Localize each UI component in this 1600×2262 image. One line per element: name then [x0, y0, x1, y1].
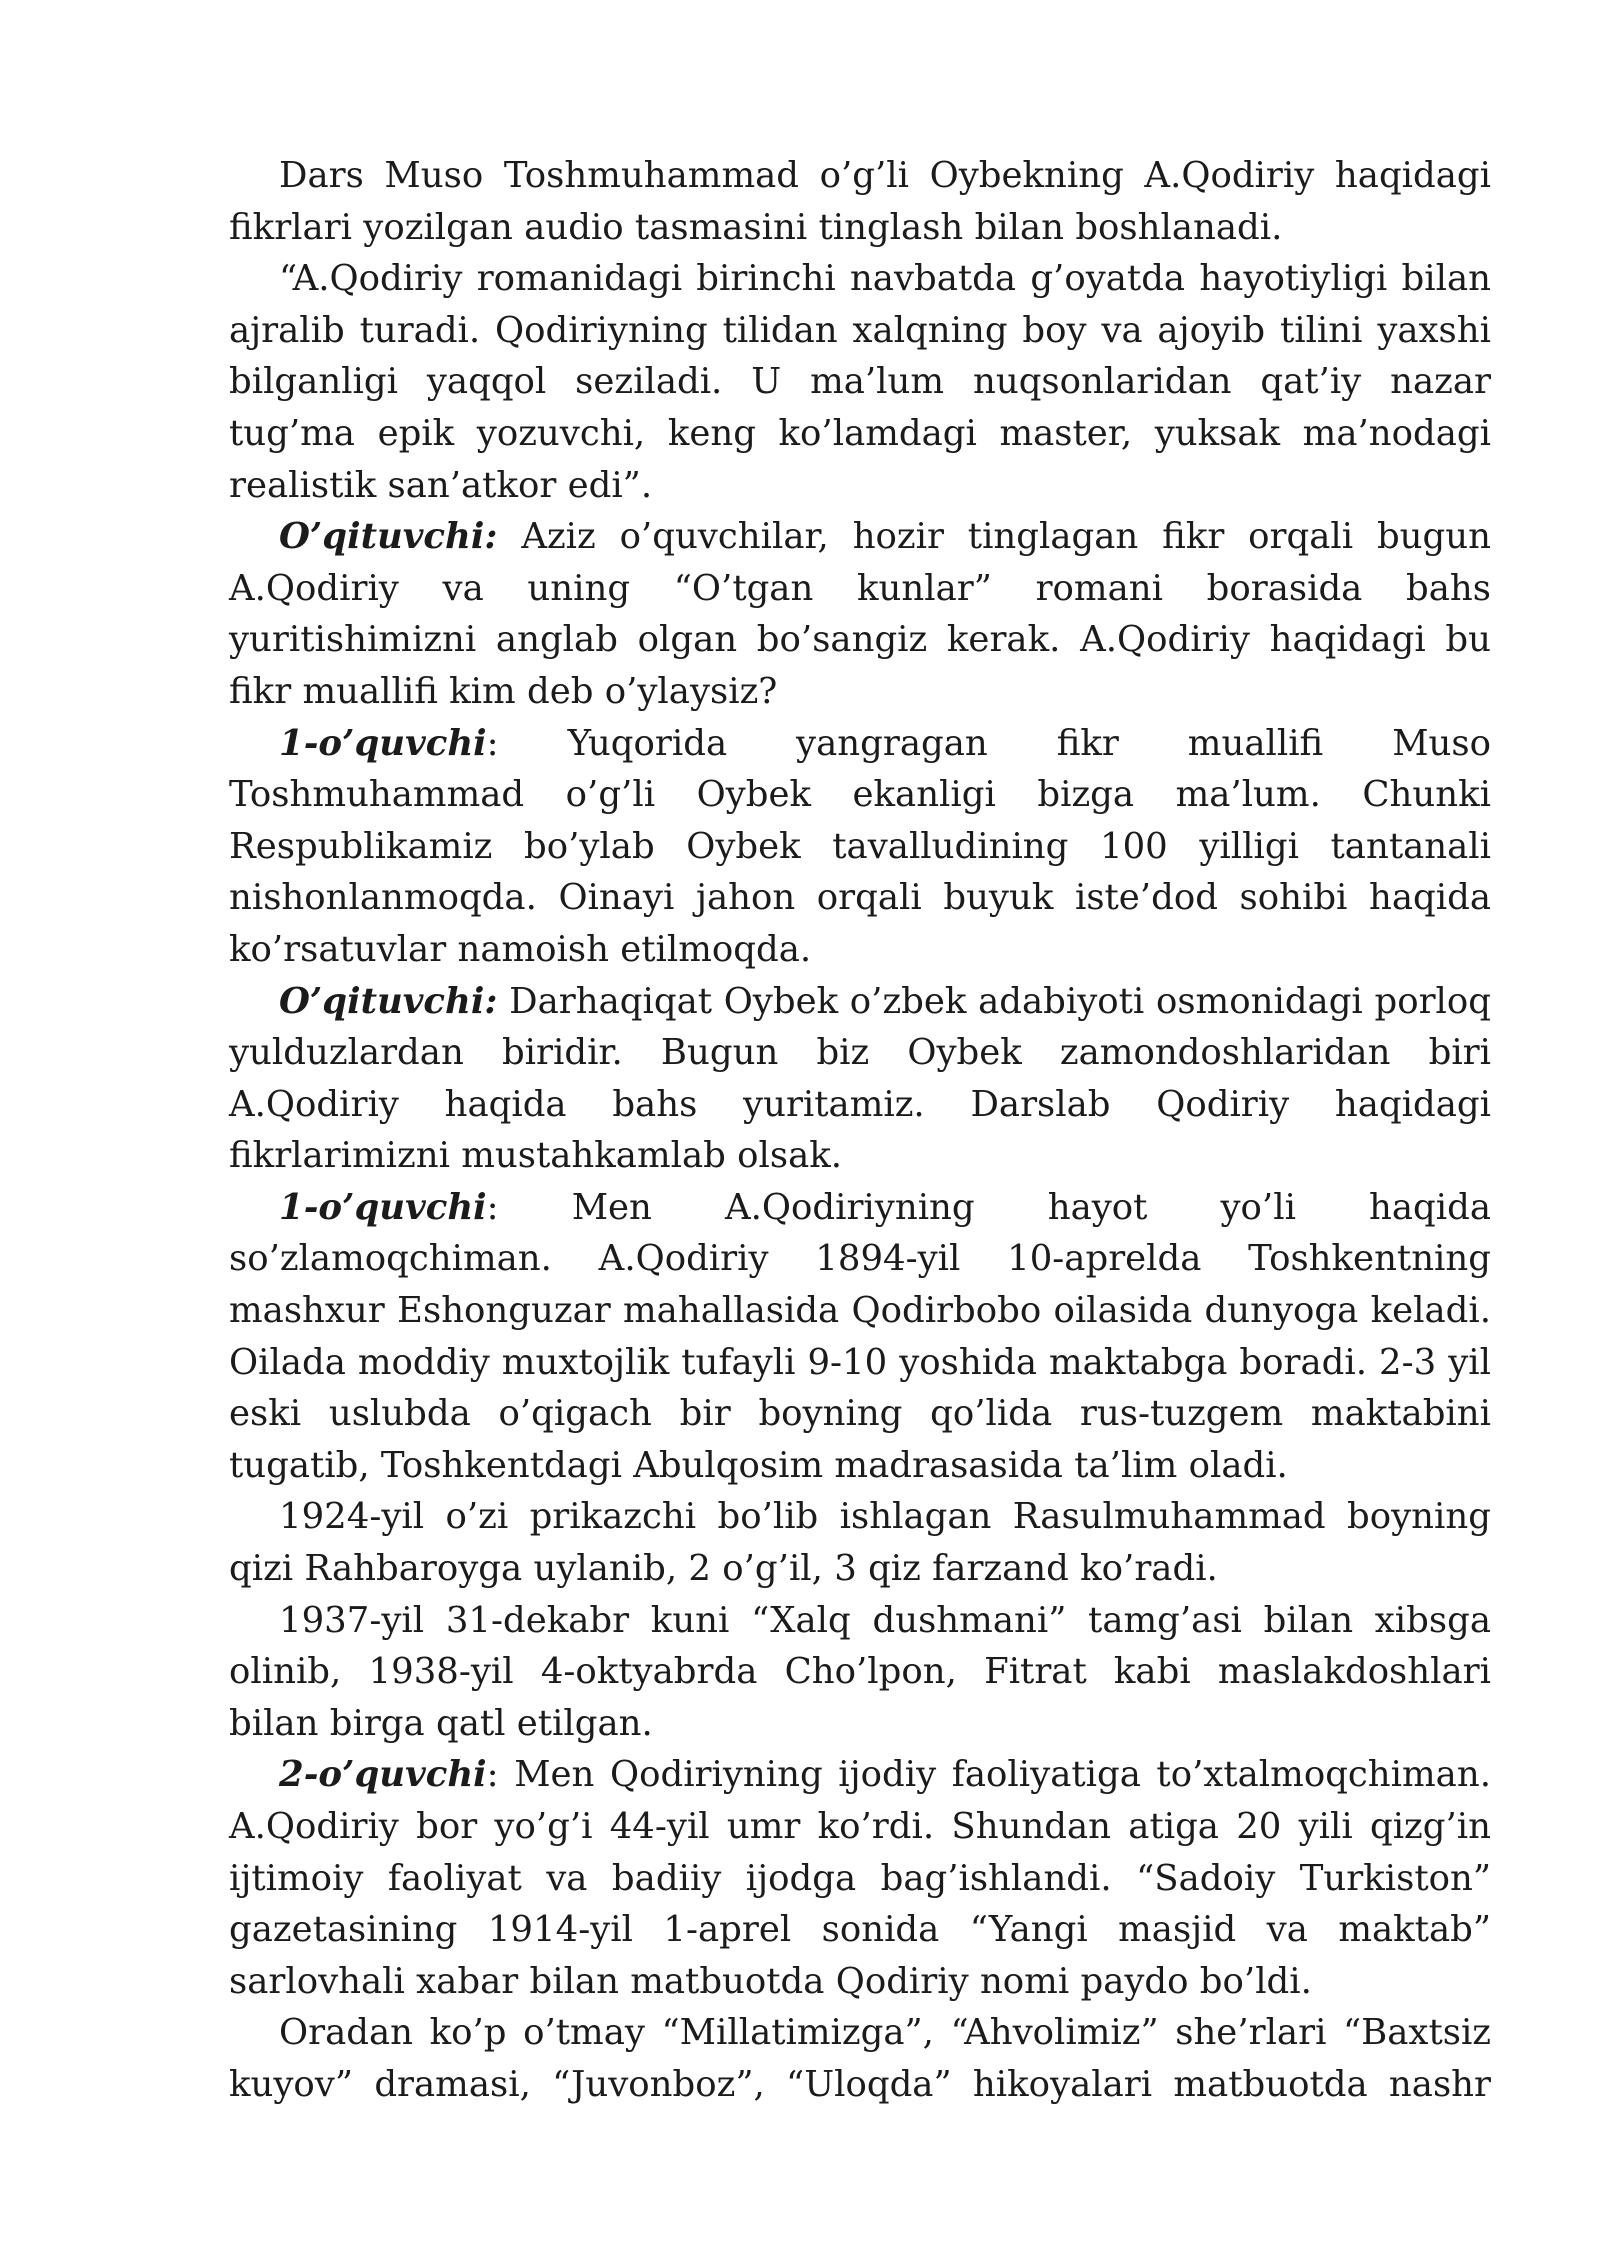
speaker-label: O’qituvchi: — [279, 516, 498, 558]
paragraph-text: Darhaqiqat Oybek o’zbek adabiyoti osmonidagi porloq yulduzlardan biridir. Bugun biz Oybek zamondoshlaridan biri A.Qodiriy haqida bahs yuritamiz. Darslab Qodiriy haqidagi fikrlarimizni mustahkamlab olsak. — [229, 980, 1491, 1177]
paragraph-text: “A.Qodiriy romanidagi birinchi navbatda g’oyatda hayotiyligi bilan ajralib turadi. Qodiriyning tilidan xalqning boy va ajoyib tilini yaxshi bilganligi yaqqol seziladi. U ma’lum nuqsonlaridan qat’iy nazar tug’ma epik yozuvchi, keng ko’lamdagi master, yuksak ma’nodagi realistik san’atkor edi”. — [229, 258, 1491, 506]
paragraph-text: Men Qodiriyning ijodiy faoliyatiga to’xtalmoqchiman. A.Qodiriy bor yo’g’i 44-yil umr ko’rdi. Shundan atiga 20 yili qizg’in ijtimoiy faoliyat va badiiy ijodga bag’ishlandi. “Sadoiy Turkiston” gazetasining 1914-yil 1-aprel sonida “Yangi masjid va maktab” sarlovhali xabar bilan matbuotda Qodiriy nomi paydo bo’ldi. — [229, 1754, 1491, 2002]
paragraph-text: Dars Muso Toshmuhammad o’g’li Oybekning A.Qodiriy haqidagi fikrlari yozilgan audio tasmasini tinglash bilan boshlanadi. — [229, 155, 1491, 248]
speaker-separator: : — [486, 722, 568, 764]
paragraph-text: Men A.Qodiriyning hayot yo’li haqida so’zlamoqchiman. A.Qodiriy 1894-yil 10-aprelda Toshkentning mashxur Eshonguzar mahallasida Qodirbobo oilasida dunyoga keladi. Oilada moddiy muxtojlik tufayli 9-10 yoshida maktabga boradi. 2-3 yil eski uslubda o’qigach bir boyning qo’lida rus-tuzgem maktabini tugatib, Toshkentdagi Abulqosim madrasasida ta’lim oladi. — [229, 1186, 1491, 1486]
paragraph-student-2 — [229, 1749, 1491, 2007]
speaker-separator: : — [486, 1186, 572, 1228]
speaker-separator: : — [486, 1754, 515, 1796]
speaker-label: 1-o’quvchi — [279, 1186, 487, 1228]
speaker-separator — [497, 516, 521, 557]
paragraph-intro — [229, 150, 1491, 253]
paragraph-teacher-1 — [229, 511, 1491, 717]
speaker-label: O’qituvchi: — [279, 980, 498, 1022]
paragraph-works — [229, 2007, 1491, 2110]
paragraph-text: Yuqorida yangragan fikr muallifi Muso Toshmuhammad o’g’li Oybek ekanligi bizga ma’lum. Chunki Respublikamiz bo’ylab Oybek tavalludining 100 yilligi tantanali nishonlanmoqda. Oinayi jahon orqali buyuk iste’dod sohibi haqida ko’rsatuvlar namoish etilmoqda. — [229, 722, 1491, 970]
document-page — [229, 150, 1491, 2111]
paragraph-marriage — [229, 1491, 1491, 1594]
paragraph-text: 1924-yil o’zi prikazchi bo’lib ishlagan Rasulmuhammad boyning qizi Rahbaroyga uylanib, 2 o’g’il, 3 qiz farzand ko’radi. — [229, 1496, 1491, 1590]
paragraph-text: 1937-yil 31-dekabr kuni “Xalq dushmani” tamg’asi bilan xibsga olinib, 1938-yil 4-oktyabrda Cho’lpon, Fitrat kabi maslakdoshlari bilan birga qatl etilgan. — [229, 1599, 1491, 1744]
paragraph-arrest — [229, 1595, 1491, 1750]
speaker-label: 1-o’quvchi — [279, 722, 487, 764]
speaker-separator — [497, 981, 509, 1022]
paragraph-student-1b — [229, 1182, 1491, 1492]
paragraph-text: Aziz o’quvchilar, hozir tinglagan fikr orqali bugun A.Qodiriy va uning “O’tgan kunlar” romani borasida bahs yuritishimizni anglab olgan bo’sangiz kerak. A.Qodiriy haqidagi bu fikr muallifi kim deb o’ylaysiz? — [229, 516, 1491, 712]
paragraph-quote — [229, 253, 1491, 511]
paragraph-teacher-2 — [229, 976, 1491, 1182]
speaker-label: 2-o’quvchi — [279, 1754, 487, 1796]
paragraph-student-1a — [229, 718, 1491, 976]
paragraph-text: Oradan ko’p o’tmay “Millatimizga”, “Ahvolimiz” she’rlari “Baxtsiz kuyov” dramasi, “Juvonboz”, “Uloqda” hikoyalari matbuotda nashr — [229, 2012, 1491, 2105]
